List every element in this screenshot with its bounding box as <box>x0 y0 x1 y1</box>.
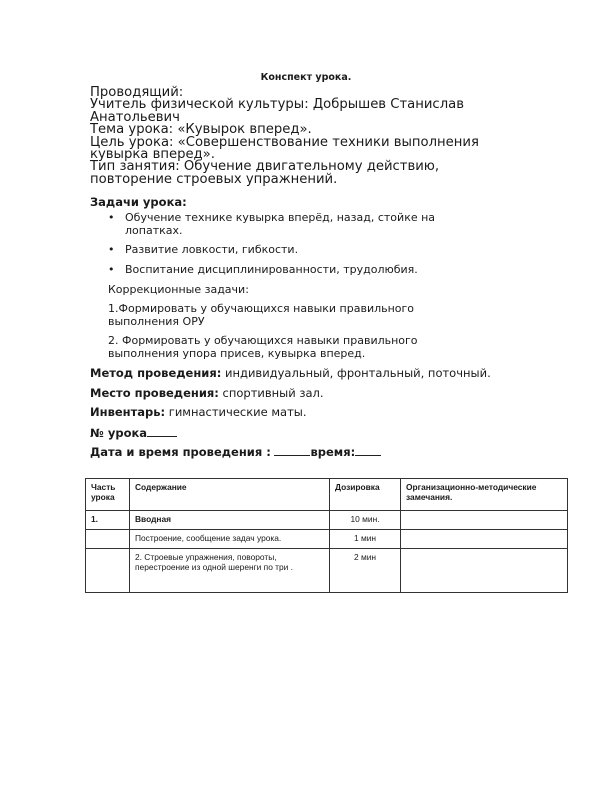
lesson-number-label: № урока <box>90 426 148 440</box>
header-line: Проводящий: <box>90 85 184 100</box>
date-label: Дата и время проведения : <box>90 445 271 459</box>
cell-content: Вводная <box>130 511 330 530</box>
method-value: индивидуальный, фронтальный, поточный. <box>225 366 491 380</box>
table-row <box>86 511 568 530</box>
place-line <box>90 386 324 400</box>
header-line: Тип занятия: Обучение двигательному действию, <box>90 159 440 175</box>
list-item <box>108 264 488 277</box>
task-text: Обучение технике кувырка вперёд, назад, стойке на лопатках. <box>125 211 436 237</box>
document-title: Конспект урока. <box>260 72 352 83</box>
list-item <box>108 244 488 257</box>
tasks-list <box>108 212 488 283</box>
header-line: Учитель физической культуры: Добрышев Станислав <box>90 97 464 113</box>
correction-item: 1.Формировать у обучающихся навыки правильного выполнения ОРУ <box>108 302 415 328</box>
bullet-icon: • <box>108 262 115 276</box>
column-header-notes: Организационно-методические замечания. <box>401 479 568 511</box>
header-line: Тема урока: «Кувырок вперед». <box>90 122 312 138</box>
cell-part <box>86 549 130 593</box>
inventory-value: гимнастические маты. <box>168 405 307 419</box>
column-header-dose: Дозировка <box>330 479 401 511</box>
cell-notes <box>401 511 568 530</box>
correction-item: 2. Формировать у обучающихся навыки правильного выполнения упора присев, кувырка вперед. <box>108 334 418 360</box>
cell-notes <box>401 530 568 549</box>
header-line: Анатольевич <box>90 109 180 125</box>
lesson-header <box>90 87 530 186</box>
date-time-line <box>90 444 381 459</box>
correction-heading: Коррекционные задачи: <box>108 283 249 296</box>
cell-notes <box>401 549 568 593</box>
place-label: Место проведения: <box>90 386 219 400</box>
time-label: время: <box>310 445 356 459</box>
cell-dose: 2 мин <box>330 549 401 593</box>
method-label: Метод проведения: <box>90 366 222 380</box>
method-line <box>90 366 491 380</box>
bullet-icon: • <box>108 211 115 224</box>
cell-part: 1. <box>86 511 130 530</box>
header-line: повторение строевых упражнений. <box>90 171 338 187</box>
tasks-heading: Задачи урока: <box>90 195 187 209</box>
table-header-row <box>86 479 568 511</box>
bullet-icon: • <box>108 243 115 256</box>
table-row <box>86 530 568 549</box>
inventory-line <box>90 405 307 419</box>
cell-content: 2. Строевые упражнения, повороты, перестроение из одной шеренги по три . <box>130 549 330 593</box>
header-line: кувырка вперед». <box>90 147 215 163</box>
task-text: Развитие ловкости, гибкости. <box>125 243 299 256</box>
list-item <box>108 212 488 237</box>
time-blank <box>355 444 381 456</box>
column-header-content: Содержание <box>130 479 330 511</box>
lesson-table <box>85 478 568 593</box>
date-blank <box>274 444 310 456</box>
cell-part <box>86 530 130 549</box>
cell-dose: 10 мин. <box>330 511 401 530</box>
task-text: Воспитание дисциплинированности, трудолюбия. <box>125 262 418 276</box>
header-line: Цель урока: «Совершенствование техники выполнения <box>90 134 479 150</box>
lesson-number-blank <box>147 425 177 437</box>
cell-content: Построение, сообщение задач урока. <box>130 530 330 549</box>
cell-dose: 1 мин <box>330 530 401 549</box>
column-header-part: Часть урока <box>86 479 130 511</box>
inventory-label: Инвентарь: <box>90 405 166 419</box>
place-value: спортивный зал. <box>222 386 324 400</box>
table-row <box>86 549 568 593</box>
lesson-number-line <box>90 425 177 440</box>
